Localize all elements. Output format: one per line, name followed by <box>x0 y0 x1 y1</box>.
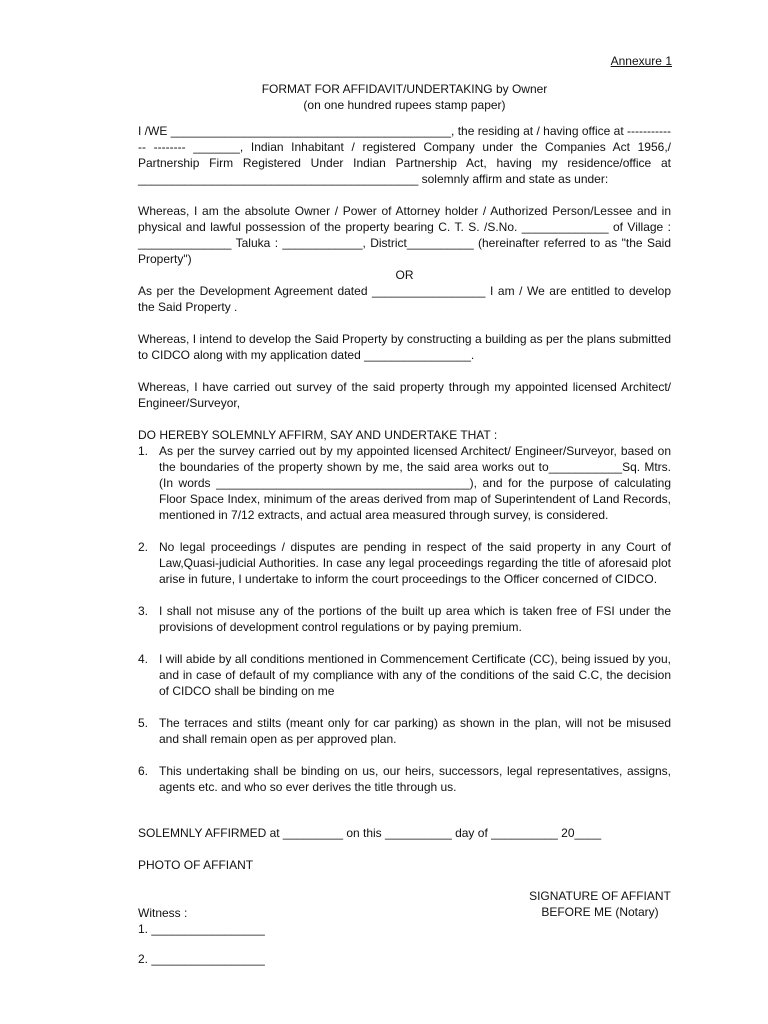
ownership-paragraph: Whereas, I am the absolute Owner / Power of Attorney holder / Authorized Person/Lessee and in physical and lawful possession of the property bearing C. T. S. /S.No. _____________ of Village : ______________ Taluka : ____________, District__________ (hereinafter referred to as "the Said Property") <box>138 204 671 266</box>
item-number: 6. <box>138 764 149 778</box>
notary-label: BEFORE ME (Notary) <box>541 905 659 919</box>
undertaking-item <box>138 763 671 795</box>
witness-label: Witness : <box>138 906 188 920</box>
item-text: This undertaking shall be binding on us, our heirs, successors, legal representatives, assigns, agents etc. and who so ever derives the title through us. <box>159 764 671 794</box>
solemnly-affirmed-line: SOLEMNLY AFFIRMED at _________ on this __________ day of __________ 20____ <box>138 826 602 840</box>
document-body <box>138 123 671 811</box>
undertaking-item <box>138 715 671 747</box>
document-title <box>138 81 671 113</box>
item-number: 5. <box>138 716 149 730</box>
item-number: 2. <box>138 540 149 554</box>
item-number: 4. <box>138 652 149 666</box>
undertaking-item <box>138 443 671 523</box>
undertaking-item <box>138 603 671 635</box>
signature-block <box>500 888 700 920</box>
declarant-paragraph: I /WE __________________________________________, the residing at / having office at ------------- -------- _______, Indian Inhabitant / registered Company under the Companies Act 1956,/ Partnership Firm Registered Under Indian Partnership Act, having my residence/office at __________________________________________ solemnly affirm and state as under: <box>138 124 671 186</box>
item-text: The terraces and stilts (meant only for car parking) as shown in the plan, will not be misused and shall remain open as per approved plan. <box>159 716 671 746</box>
item-text: No legal proceedings / disputes are pending in respect of the said property in any Court of Law,Quasi-judicial Authorities. In case any legal proceedings regarding the title of aforesaid plot arise in future, I undertake to inform the court proceedings to the Officer concerned of CIDCO. <box>159 540 671 586</box>
witness-1-line: 1. _________________ <box>138 922 265 936</box>
or-separator: OR <box>395 268 414 282</box>
survey-paragraph: Whereas, I have carried out survey of the said property through my appointed licensed Architect/ Engineer/Surveyor, <box>138 380 671 410</box>
item-number: 3. <box>138 604 149 618</box>
witness-2-line: 2. _________________ <box>138 952 265 966</box>
title-line-1: FORMAT FOR AFFIDAVIT/UNDERTAKING by Owner <box>261 82 548 96</box>
item-number: 1. <box>138 444 149 458</box>
development-agreement-paragraph: As per the Development Agreement dated _________________ I am / We are entitled to develop the Said Property . <box>138 284 671 314</box>
annexure-label: Annexure 1 <box>610 54 672 68</box>
intent-paragraph: Whereas, I intend to develop the Said Property by constructing a building as per the plans submitted to CIDCO along with my application dated ________________. <box>138 332 671 362</box>
item-text: As per the survey carried out by my appointed licensed Architect/ Engineer/Surveyor, based on the boundaries of the property shown by me, the said area works out to___________Sq. Mtrs. (In words ______________________________________), and for the purpose of calculating Floor Space Index, minimum of the areas derived from map of Superintendent of Land Records, mentioned in 7/12 extracts, and actual area measured through survey, is considered. <box>159 444 671 522</box>
undertaking-list <box>138 443 671 795</box>
title-line-2: (on one hundred rupees stamp paper) <box>303 98 506 112</box>
undertaking-item <box>138 651 671 699</box>
item-text: I shall not misuse any of the portions of the built up area which is taken free of FSI under the provisions of development control regulations or by paying premium. <box>159 604 671 634</box>
signature-of-affiant-label: SIGNATURE OF AFFIANT <box>529 889 671 903</box>
item-text: I will abide by all conditions mentioned in Commencement Certificate (CC), being issued by you, and in case of default of my compliance with any of the conditions of the said C.C, the decision of CIDCO shall be binding on me <box>159 652 671 698</box>
witness-block <box>138 905 265 937</box>
undertaking-item <box>138 539 671 587</box>
photo-of-affiant-label: PHOTO OF AFFIANT <box>138 858 254 872</box>
undertake-heading: DO HEREBY SOLEMNLY AFFIRM, SAY AND UNDERTAKE THAT : <box>138 428 498 442</box>
